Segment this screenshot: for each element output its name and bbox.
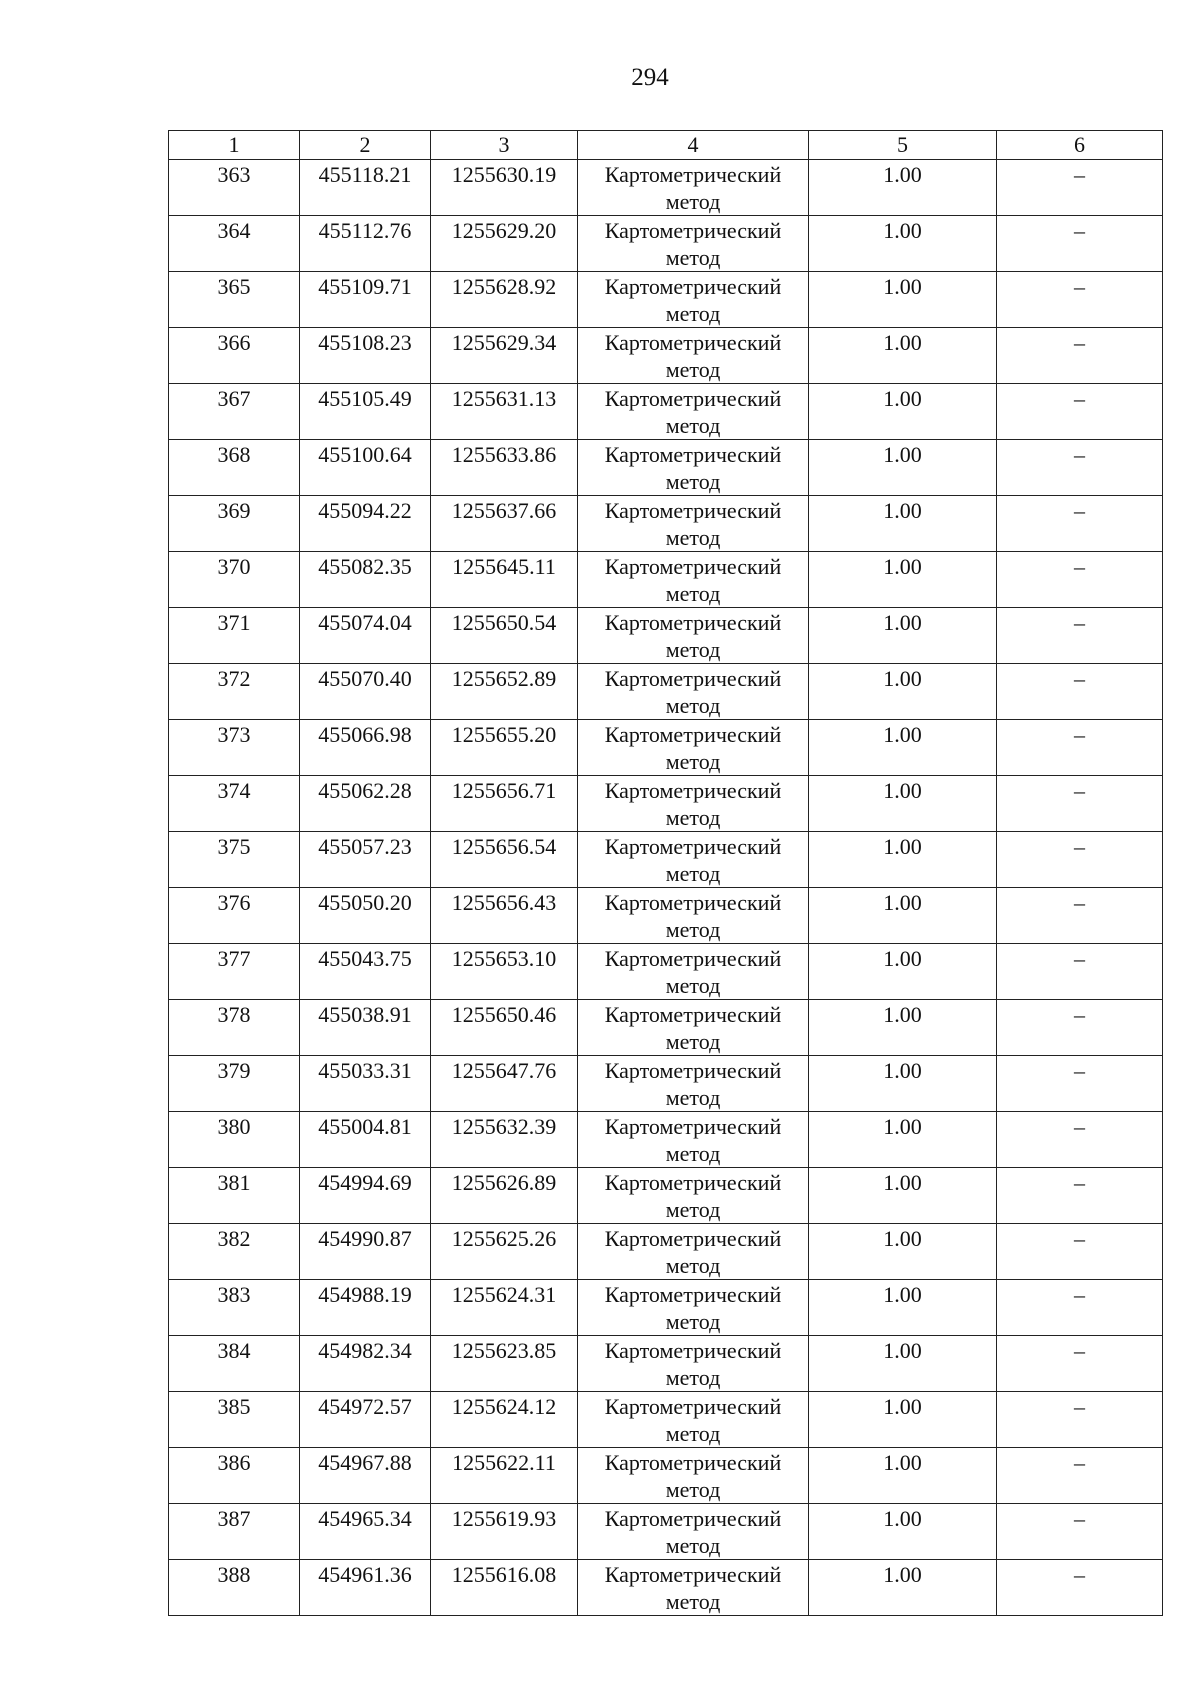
y-coordinate-cell: 1255655.20 bbox=[431, 720, 578, 776]
method-line-2: метод bbox=[665, 637, 721, 662]
method-line-1: Картометрический bbox=[604, 1002, 782, 1027]
accuracy-cell: 1.00 bbox=[809, 1280, 997, 1336]
note-cell: – bbox=[997, 1280, 1163, 1336]
column-header-4: 4 bbox=[578, 131, 809, 160]
method-line-1: Картометрический bbox=[604, 442, 782, 467]
method-line-2: метод bbox=[665, 1085, 721, 1110]
y-coordinate-cell: 1255630.19 bbox=[431, 160, 578, 216]
table-row bbox=[169, 440, 1163, 496]
point-number-cell: 386 bbox=[169, 1448, 300, 1504]
method-line-1: Картометрический bbox=[604, 610, 782, 635]
point-number-cell: 385 bbox=[169, 1392, 300, 1448]
x-coordinate-cell: 454990.87 bbox=[300, 1224, 431, 1280]
x-coordinate-cell: 455100.64 bbox=[300, 440, 431, 496]
table-row bbox=[169, 888, 1163, 944]
table-row bbox=[169, 1280, 1163, 1336]
note-cell: – bbox=[997, 944, 1163, 1000]
method-line-1: Картометрический bbox=[604, 778, 782, 803]
accuracy-cell: 1.00 bbox=[809, 552, 997, 608]
method-line-2: метод bbox=[665, 1141, 721, 1166]
column-header-3: 3 bbox=[431, 131, 578, 160]
method-cell bbox=[578, 888, 809, 944]
method-line-2: метод bbox=[665, 1533, 721, 1558]
x-coordinate-cell: 455004.81 bbox=[300, 1112, 431, 1168]
method-line-1: Картометрический bbox=[604, 834, 782, 859]
accuracy-cell: 1.00 bbox=[809, 1504, 997, 1560]
method-cell bbox=[578, 496, 809, 552]
accuracy-cell: 1.00 bbox=[809, 384, 997, 440]
method-line-2: метод bbox=[665, 525, 721, 550]
accuracy-cell: 1.00 bbox=[809, 1112, 997, 1168]
table-row bbox=[169, 496, 1163, 552]
method-line-1: Картометрический bbox=[604, 946, 782, 971]
method-cell bbox=[578, 664, 809, 720]
y-coordinate-cell: 1255624.31 bbox=[431, 1280, 578, 1336]
table-row bbox=[169, 1056, 1163, 1112]
column-header-2: 2 bbox=[300, 131, 431, 160]
method-cell bbox=[578, 1000, 809, 1056]
point-number-cell: 369 bbox=[169, 496, 300, 552]
method-line-1: Картометрический bbox=[604, 1226, 782, 1251]
method-line-2: метод bbox=[665, 693, 721, 718]
note-cell: – bbox=[997, 832, 1163, 888]
x-coordinate-cell: 455074.04 bbox=[300, 608, 431, 664]
x-coordinate-cell: 455118.21 bbox=[300, 160, 431, 216]
method-line-1: Картометрический bbox=[604, 722, 782, 747]
point-number-cell: 380 bbox=[169, 1112, 300, 1168]
y-coordinate-cell: 1255623.85 bbox=[431, 1336, 578, 1392]
accuracy-cell: 1.00 bbox=[809, 776, 997, 832]
method-cell bbox=[578, 1056, 809, 1112]
accuracy-cell: 1.00 bbox=[809, 1224, 997, 1280]
x-coordinate-cell: 455112.76 bbox=[300, 216, 431, 272]
table-row bbox=[169, 272, 1163, 328]
point-number-cell: 370 bbox=[169, 552, 300, 608]
accuracy-cell: 1.00 bbox=[809, 216, 997, 272]
point-number-cell: 387 bbox=[169, 1504, 300, 1560]
method-cell bbox=[578, 1504, 809, 1560]
table-row bbox=[169, 1168, 1163, 1224]
x-coordinate-cell: 455050.20 bbox=[300, 888, 431, 944]
table-row bbox=[169, 1448, 1163, 1504]
method-line-2: метод bbox=[665, 1421, 721, 1446]
table-row bbox=[169, 608, 1163, 664]
method-cell bbox=[578, 1112, 809, 1168]
x-coordinate-cell: 455038.91 bbox=[300, 1000, 431, 1056]
method-cell bbox=[578, 328, 809, 384]
note-cell: – bbox=[997, 1448, 1163, 1504]
method-line-1: Картометрический bbox=[604, 890, 782, 915]
accuracy-cell: 1.00 bbox=[809, 664, 997, 720]
note-cell: – bbox=[997, 1504, 1163, 1560]
point-number-cell: 367 bbox=[169, 384, 300, 440]
method-line-1: Картометрический bbox=[604, 1394, 782, 1419]
y-coordinate-cell: 1255633.86 bbox=[431, 440, 578, 496]
x-coordinate-cell: 455043.75 bbox=[300, 944, 431, 1000]
document-sheet bbox=[168, 130, 1156, 1616]
y-coordinate-cell: 1255656.43 bbox=[431, 888, 578, 944]
column-header-6: 6 bbox=[997, 131, 1163, 160]
x-coordinate-cell: 455109.71 bbox=[300, 272, 431, 328]
y-coordinate-cell: 1255645.11 bbox=[431, 552, 578, 608]
table-row bbox=[169, 1336, 1163, 1392]
point-number-cell: 388 bbox=[169, 1560, 300, 1616]
note-cell: – bbox=[997, 1112, 1163, 1168]
point-number-cell: 384 bbox=[169, 1336, 300, 1392]
y-coordinate-cell: 1255624.12 bbox=[431, 1392, 578, 1448]
note-cell: – bbox=[997, 888, 1163, 944]
point-number-cell: 374 bbox=[169, 776, 300, 832]
method-line-1: Картометрический bbox=[604, 1338, 782, 1363]
method-line-1: Картометрический bbox=[604, 162, 782, 187]
note-cell: – bbox=[997, 1392, 1163, 1448]
note-cell: – bbox=[997, 1000, 1163, 1056]
y-coordinate-cell: 1255619.93 bbox=[431, 1504, 578, 1560]
y-coordinate-cell: 1255656.71 bbox=[431, 776, 578, 832]
method-cell bbox=[578, 720, 809, 776]
accuracy-cell: 1.00 bbox=[809, 1056, 997, 1112]
point-number-cell: 375 bbox=[169, 832, 300, 888]
y-coordinate-cell: 1255622.11 bbox=[431, 1448, 578, 1504]
accuracy-cell: 1.00 bbox=[809, 272, 997, 328]
method-line-1: Картометрический bbox=[604, 218, 782, 243]
note-cell: – bbox=[997, 328, 1163, 384]
y-coordinate-cell: 1255616.08 bbox=[431, 1560, 578, 1616]
x-coordinate-cell: 455094.22 bbox=[300, 496, 431, 552]
method-cell bbox=[578, 160, 809, 216]
method-line-2: метод bbox=[665, 1029, 721, 1054]
table-row bbox=[169, 776, 1163, 832]
note-cell: – bbox=[997, 1168, 1163, 1224]
column-header-1: 1 bbox=[169, 131, 300, 160]
accuracy-cell: 1.00 bbox=[809, 1168, 997, 1224]
method-line-2: метод bbox=[665, 413, 721, 438]
point-number-cell: 381 bbox=[169, 1168, 300, 1224]
method-cell bbox=[578, 1560, 809, 1616]
point-number-cell: 372 bbox=[169, 664, 300, 720]
x-coordinate-cell: 455108.23 bbox=[300, 328, 431, 384]
x-coordinate-cell: 454967.88 bbox=[300, 1448, 431, 1504]
y-coordinate-cell: 1255637.66 bbox=[431, 496, 578, 552]
coordinates-table bbox=[168, 130, 1163, 1616]
table-row bbox=[169, 1392, 1163, 1448]
note-cell: – bbox=[997, 496, 1163, 552]
column-header-5: 5 bbox=[809, 131, 997, 160]
method-cell bbox=[578, 944, 809, 1000]
accuracy-cell: 1.00 bbox=[809, 440, 997, 496]
y-coordinate-cell: 1255629.20 bbox=[431, 216, 578, 272]
note-cell: – bbox=[997, 440, 1163, 496]
x-coordinate-cell: 455105.49 bbox=[300, 384, 431, 440]
point-number-cell: 376 bbox=[169, 888, 300, 944]
method-cell bbox=[578, 1448, 809, 1504]
table-header bbox=[169, 131, 1163, 160]
y-coordinate-cell: 1255656.54 bbox=[431, 832, 578, 888]
x-coordinate-cell: 455066.98 bbox=[300, 720, 431, 776]
accuracy-cell: 1.00 bbox=[809, 1336, 997, 1392]
note-cell: – bbox=[997, 272, 1163, 328]
table-row bbox=[169, 832, 1163, 888]
point-number-cell: 368 bbox=[169, 440, 300, 496]
method-cell bbox=[578, 1336, 809, 1392]
note-cell: – bbox=[997, 384, 1163, 440]
note-cell: – bbox=[997, 552, 1163, 608]
table-row bbox=[169, 1112, 1163, 1168]
method-line-2: метод bbox=[665, 245, 721, 270]
point-number-cell: 366 bbox=[169, 328, 300, 384]
x-coordinate-cell: 454972.57 bbox=[300, 1392, 431, 1448]
method-cell bbox=[578, 832, 809, 888]
note-cell: – bbox=[997, 216, 1163, 272]
method-line-2: метод bbox=[665, 805, 721, 830]
table-row bbox=[169, 552, 1163, 608]
note-cell: – bbox=[997, 1224, 1163, 1280]
method-cell bbox=[578, 216, 809, 272]
note-cell: – bbox=[997, 776, 1163, 832]
note-cell: – bbox=[997, 664, 1163, 720]
accuracy-cell: 1.00 bbox=[809, 608, 997, 664]
method-line-1: Картометрический bbox=[604, 1450, 782, 1475]
accuracy-cell: 1.00 bbox=[809, 888, 997, 944]
method-line-1: Картометрический bbox=[604, 1506, 782, 1531]
x-coordinate-cell: 454994.69 bbox=[300, 1168, 431, 1224]
point-number-cell: 382 bbox=[169, 1224, 300, 1280]
accuracy-cell: 1.00 bbox=[809, 328, 997, 384]
table-row bbox=[169, 328, 1163, 384]
y-coordinate-cell: 1255628.92 bbox=[431, 272, 578, 328]
accuracy-cell: 1.00 bbox=[809, 832, 997, 888]
table-row bbox=[169, 384, 1163, 440]
point-number-cell: 364 bbox=[169, 216, 300, 272]
method-line-2: метод bbox=[665, 189, 721, 214]
method-cell bbox=[578, 1224, 809, 1280]
method-line-2: метод bbox=[665, 301, 721, 326]
note-cell: – bbox=[997, 160, 1163, 216]
method-cell bbox=[578, 1168, 809, 1224]
table-row bbox=[169, 160, 1163, 216]
note-cell: – bbox=[997, 1560, 1163, 1616]
method-line-1: Картометрический bbox=[604, 1282, 782, 1307]
y-coordinate-cell: 1255650.54 bbox=[431, 608, 578, 664]
table-row bbox=[169, 1560, 1163, 1616]
point-number-cell: 383 bbox=[169, 1280, 300, 1336]
method-cell bbox=[578, 608, 809, 664]
page-number: 294 bbox=[631, 64, 669, 91]
method-line-1: Картометрический bbox=[604, 1114, 782, 1139]
note-cell: – bbox=[997, 720, 1163, 776]
table-row bbox=[169, 1000, 1163, 1056]
method-line-2: метод bbox=[665, 1253, 721, 1278]
method-line-2: метод bbox=[665, 973, 721, 998]
point-number-cell: 363 bbox=[169, 160, 300, 216]
table-row bbox=[169, 720, 1163, 776]
method-line-2: метод bbox=[665, 749, 721, 774]
x-coordinate-cell: 454965.34 bbox=[300, 1504, 431, 1560]
method-line-1: Картометрический bbox=[604, 666, 782, 691]
note-cell: – bbox=[997, 1056, 1163, 1112]
method-line-2: метод bbox=[665, 469, 721, 494]
method-line-2: метод bbox=[665, 861, 721, 886]
y-coordinate-cell: 1255652.89 bbox=[431, 664, 578, 720]
accuracy-cell: 1.00 bbox=[809, 496, 997, 552]
method-line-2: метод bbox=[665, 1589, 721, 1614]
x-coordinate-cell: 454988.19 bbox=[300, 1280, 431, 1336]
method-cell bbox=[578, 384, 809, 440]
header-row bbox=[169, 131, 1163, 160]
accuracy-cell: 1.00 bbox=[809, 1560, 997, 1616]
point-number-cell: 371 bbox=[169, 608, 300, 664]
method-cell bbox=[578, 440, 809, 496]
method-cell bbox=[578, 272, 809, 328]
table-body bbox=[169, 160, 1163, 1616]
x-coordinate-cell: 454961.36 bbox=[300, 1560, 431, 1616]
method-line-1: Картометрический bbox=[604, 1058, 782, 1083]
method-line-2: метод bbox=[665, 1365, 721, 1390]
table-row bbox=[169, 944, 1163, 1000]
method-line-2: метод bbox=[665, 1197, 721, 1222]
y-coordinate-cell: 1255629.34 bbox=[431, 328, 578, 384]
method-line-2: метод bbox=[665, 1309, 721, 1334]
x-coordinate-cell: 455033.31 bbox=[300, 1056, 431, 1112]
table-row bbox=[169, 664, 1163, 720]
accuracy-cell: 1.00 bbox=[809, 160, 997, 216]
y-coordinate-cell: 1255653.10 bbox=[431, 944, 578, 1000]
method-line-1: Картометрический bbox=[604, 274, 782, 299]
y-coordinate-cell: 1255631.13 bbox=[431, 384, 578, 440]
accuracy-cell: 1.00 bbox=[809, 1000, 997, 1056]
point-number-cell: 378 bbox=[169, 1000, 300, 1056]
point-number-cell: 379 bbox=[169, 1056, 300, 1112]
method-line-1: Картометрический bbox=[604, 554, 782, 579]
accuracy-cell: 1.00 bbox=[809, 944, 997, 1000]
accuracy-cell: 1.00 bbox=[809, 720, 997, 776]
accuracy-cell: 1.00 bbox=[809, 1392, 997, 1448]
x-coordinate-cell: 455082.35 bbox=[300, 552, 431, 608]
table-row bbox=[169, 1224, 1163, 1280]
x-coordinate-cell: 454982.34 bbox=[300, 1336, 431, 1392]
point-number-cell: 365 bbox=[169, 272, 300, 328]
y-coordinate-cell: 1255632.39 bbox=[431, 1112, 578, 1168]
x-coordinate-cell: 455070.40 bbox=[300, 664, 431, 720]
method-line-1: Картометрический bbox=[604, 386, 782, 411]
point-number-cell: 373 bbox=[169, 720, 300, 776]
method-line-1: Картометрический bbox=[604, 330, 782, 355]
y-coordinate-cell: 1255626.89 bbox=[431, 1168, 578, 1224]
method-line-1: Картометрический bbox=[604, 1562, 782, 1587]
accuracy-cell: 1.00 bbox=[809, 1448, 997, 1504]
y-coordinate-cell: 1255650.46 bbox=[431, 1000, 578, 1056]
point-number-cell: 377 bbox=[169, 944, 300, 1000]
note-cell: – bbox=[997, 608, 1163, 664]
x-coordinate-cell: 455062.28 bbox=[300, 776, 431, 832]
x-coordinate-cell: 455057.23 bbox=[300, 832, 431, 888]
method-line-1: Картометрический bbox=[604, 1170, 782, 1195]
method-cell bbox=[578, 552, 809, 608]
method-line-2: метод bbox=[665, 917, 721, 942]
method-line-2: метод bbox=[665, 357, 721, 382]
method-cell bbox=[578, 776, 809, 832]
table-row bbox=[169, 216, 1163, 272]
method-line-2: метод bbox=[665, 581, 721, 606]
y-coordinate-cell: 1255647.76 bbox=[431, 1056, 578, 1112]
method-cell bbox=[578, 1392, 809, 1448]
method-cell bbox=[578, 1280, 809, 1336]
y-coordinate-cell: 1255625.26 bbox=[431, 1224, 578, 1280]
method-line-1: Картометрический bbox=[604, 498, 782, 523]
table-row bbox=[169, 1504, 1163, 1560]
note-cell: – bbox=[997, 1336, 1163, 1392]
method-line-2: метод bbox=[665, 1477, 721, 1502]
